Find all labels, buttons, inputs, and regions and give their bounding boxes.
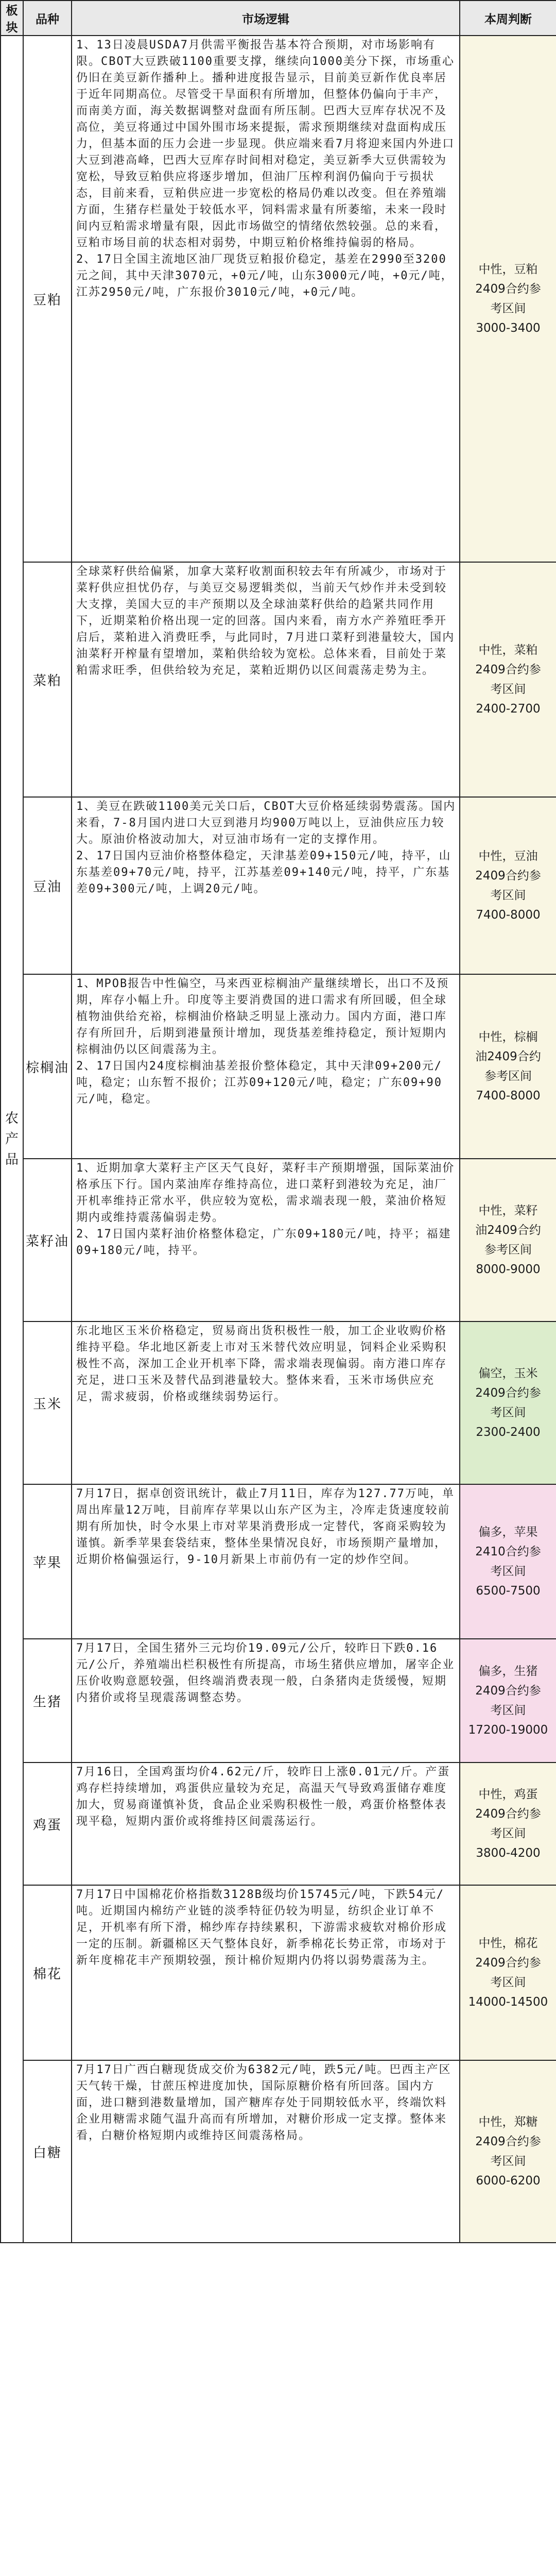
logic-cell — [72, 1885, 460, 2060]
judgement-cell — [460, 797, 556, 974]
judgement-line: 2409合约参 — [475, 663, 541, 676]
judgement-line: 参考区间 — [484, 1070, 532, 1083]
judgement-line: 考区间 — [490, 1704, 526, 1717]
table-row — [1, 1885, 556, 2060]
judgement-cell — [460, 1321, 556, 1484]
judgement-line: 考区间 — [490, 1827, 526, 1840]
table-row — [1, 974, 556, 1159]
judgement-line: 8000-9000 — [476, 1263, 541, 1276]
variety-cell: 菜籽油 — [23, 1159, 72, 1321]
judgement-line: 3800-4200 — [476, 1846, 541, 1860]
judgement-cell — [460, 1762, 556, 1885]
logic-cell — [72, 1159, 460, 1321]
judgement-line: 7400-8000 — [476, 908, 541, 922]
table-row — [1, 1639, 556, 1762]
logic-cell — [72, 562, 460, 797]
logic-paragraph: 7月17日中国棉花价格指数3128B级均价15745元/吨，下跌54元/吨。近期国内棉纺产业链的淡季特征仍较为明显，纺织企业订单不足，开机率有所下滑，棉纱库存持续累积，下游需求疲软对棉价形成一定的压制。新疆棉区天气整体良好，新季棉花长势正常，市场对于新年度棉花丰产预期较强，预计棉价短期内仍将以弱势震荡为主。 — [76, 1888, 447, 1967]
variety-cell: 玉米 — [23, 1321, 72, 1484]
header-judgement: 本周判断 — [460, 1, 556, 36]
table-row — [1, 562, 556, 797]
variety-cell: 豆油 — [23, 797, 72, 974]
judgement-line: 中性，菜粕 — [478, 643, 538, 657]
judgement-cell — [460, 974, 556, 1159]
judgement-line: 中性，豆油 — [478, 850, 538, 863]
logic-cell — [72, 1484, 460, 1639]
logic-paragraph: 7月17日广西白糖现货成交价为6382元/吨，跌5元/吨。巴西主产区天气转干燥，甘蔗压榨进度加快，国际原糖价格有所回落。国内方面，进口糖到港数量增加，国产糖库存处于同期较低水平，终端饮料企业用糖需求随气温升高而有所增加，对糖价形成一定支撑。整体来看，白糖价格短期内或维持区间震荡格局。 — [76, 2063, 451, 2142]
judgement-line: 偏多，苹果 — [478, 1526, 538, 1539]
judgement-line: 考区间 — [490, 1406, 526, 1419]
logic-paragraph: 1、MPOB报告中性偏空，马来西亚棕榈油产量继续增长，出口不及预期，库存小幅上升。印度等主要消费国的进口需求有所回暖，但全球植物油供给充裕，棕榈油价格缺乏明显上涨动力。国内方面，港口库存有所回升，后期到港量预计增加，现货基差维持稳定，预计短期内棕榈油仍以区间震荡为主。 — [76, 977, 449, 1056]
table-row — [1, 1762, 556, 1885]
judgement-line: 中性，棕榈 — [478, 1030, 538, 1044]
table-row — [1, 36, 556, 562]
logic-paragraph: 2、17日全国主流地区油厂现货豆粕报价稳定，基差在2990至3200元之间，其中天津3070元，+0元/吨，山东3000元/吨，+0元/吨，江苏2950元/吨，广东报价3010元/吨，+0元/吨。 — [76, 253, 454, 299]
variety-cell: 白糖 — [23, 2060, 72, 2243]
judgement-line: 中性，棉花 — [478, 1937, 538, 1950]
judgement-line: 油2409合约 — [475, 1050, 541, 1063]
judgement-line: 考区间 — [490, 683, 526, 696]
judgement-line: 2409合约参 — [475, 869, 541, 883]
logic-paragraph: 1、13日凌晨USDA7月供需平衡报告基本符合预期，对市场影响有限。CBOT大豆跌破1100重要支撑，继续向1000美分下探，市场重心仍旧在美豆新作播种上。播种进度报告显示，目前美豆新作优良率居于近年同期高位。尽管受干旱面积有所增加，但整体仍偏向于丰产，而南美方面，海关数据调整对盘面有所压制。巴西大豆库存状况不及高位，美豆将通过中国外围市场来提振，需求预期继续对盘面构成压力，但基本面的压力会进一步显现。供应端来看7月将迎来国内外进口大豆到港高峰，巴西大豆库存时间相对稳定，美豆新季大豆供需较为宽松，导致豆粕供应将逐步增加，但油厂压榨利润仍偏向于亏损状态，目前来看，豆粕供应进一步宽松的格局仍难以改变。但在养殖端方面，生猪存栏量处于较低水平，饲料需求量有所萎缩，未来一段时间内豆粕需求增量有限，因此市场做空的情绪依然较强。总的来看，豆粕市场目前的状态相对弱势，中期豆粕价格维持偏弱的格局。 — [76, 39, 455, 249]
judgement-line: 2409合约参 — [475, 1386, 541, 1400]
judgement-line: 偏多，生猪 — [478, 1665, 538, 1678]
judgement-line: 参考区间 — [484, 1243, 532, 1257]
logic-paragraph: 1、近期加拿大菜籽主产区天气良好，菜籽丰产预期增强，国际菜油价格承压下行。国内菜油库存维持高位，进口菜籽到港较为充足，油厂开机率维持正常水平，供应较为宽松，需求端表现一般，菜油价格短期内或维持震荡偏弱走势。 — [76, 1162, 455, 1224]
header-board: 板块 — [1, 1, 23, 36]
table-row — [1, 2060, 556, 2243]
logic-paragraph: 2、17日国内豆油价格整体稳定，天津基差09+150元/吨，持平，山东基差09+70元/吨，持平，江苏基差09+140元/吨，持平，广东基差09+300元/吨，上调20元/吨。 — [76, 850, 451, 895]
judgement-cell — [460, 36, 556, 562]
judgement-cell — [460, 1484, 556, 1639]
logic-paragraph: 1、美豆在跌破1100美元关口后，CBOT大豆价格延续弱势震荡。国内来看，7-8月国内进口大豆到港月均900万吨以上，豆油供应压力较大。原油价格波动加大，对豆油市场有一定的支撑作用。 — [76, 800, 456, 846]
judgement-line: 7400-8000 — [476, 1089, 541, 1103]
logic-cell — [72, 2060, 460, 2243]
board-label-char: 产 — [5, 1131, 19, 1147]
logic-paragraph: 7月17日，据卓创资讯统计，截止7月11日，库存为127.77万吨，单周出库量12万吨，目前库存苹果以山东产区为主，冷库走货速度较前期有所加快，时令水果上市对苹果消费形成一定替代，客商采购较为谨慎。新季苹果套袋结束，整体坐果情况良好，市场预期产量增加，近期价格偏强运行，9-10月新果上市前仍有一定的炒作空间。 — [76, 1487, 455, 1566]
judgement-line: 考区间 — [490, 889, 526, 902]
variety-cell: 棕榈油 — [23, 974, 72, 1159]
judgement-line: 17200-19000 — [468, 1723, 548, 1737]
judgement-line: 中性，菜籽 — [478, 1204, 538, 1217]
table-row — [1, 1484, 556, 1639]
logic-cell — [72, 1639, 460, 1762]
judgement-line: 14000-14500 — [468, 1995, 548, 2009]
table-row — [1, 1159, 556, 1321]
judgement-line: 2409合约参 — [475, 1684, 541, 1698]
logic-paragraph: 7月16日，全国鸡蛋均价4.62元/斤，较昨日上涨0.01元/斤。产蛋鸡存栏持续增加，鸡蛋供应量较为充足，高温天气导致鸡蛋储存难度加大，贸易商谨慎补货，食品企业采购积极性一般，鸡蛋价格整体表现平稳，短期内蛋价或将维持区间震荡运行。 — [76, 1766, 450, 1828]
judgement-line: 偏空，玉米 — [478, 1367, 538, 1380]
board-label-char: 品 — [5, 1152, 19, 1167]
judgement-line: 2409合约参 — [475, 1807, 541, 1821]
board-cell — [1, 36, 23, 2243]
header-logic: 市场逻辑 — [72, 1, 460, 36]
judgement-line: 考区间 — [490, 2155, 526, 2168]
judgement-line: 考区间 — [490, 1976, 526, 1989]
judgement-line: 2300-2400 — [476, 1426, 541, 1439]
judgement-cell — [460, 1159, 556, 1321]
logic-paragraph: 2、17日国内24度棕榈油基差报价整体稳定，其中天津09+200元/吨，稳定；山东暂不报价；江苏09+120元/吨，稳定；广东09+90元/吨，稳定。 — [76, 1060, 442, 1106]
judgement-line: 中性，郑糖 — [478, 2115, 538, 2129]
judgement-line: 2409合约参 — [475, 2135, 541, 2148]
judgement-line: 6000-6200 — [476, 2174, 541, 2188]
judgement-line: 6500-7500 — [476, 1584, 541, 1598]
judgement-cell — [460, 1639, 556, 1762]
table-row — [1, 797, 556, 974]
judgement-line: 考区间 — [490, 1565, 526, 1578]
judgement-cell — [460, 562, 556, 797]
logic-cell — [72, 36, 460, 562]
variety-cell: 棉花 — [23, 1885, 72, 2060]
judgement-line: 2410合约参 — [475, 1545, 541, 1558]
logic-paragraph: 2、17日国内菜籽油价格整体稳定，广东09+180元/吨，持平；福建09+180元/吨，持平。 — [76, 1228, 451, 1257]
judgement-line: 油2409合约 — [475, 1224, 541, 1237]
table-header — [1, 1, 556, 36]
board-label-char: 农 — [5, 1111, 19, 1126]
judgement-line: 考区间 — [490, 302, 526, 315]
logic-paragraph: 全球菜籽供给偏紧，加拿大菜籽收割面积较去年有所减少，市场对于菜籽供应担忧仍存，与美豆交易逻辑类似，当前天气炒作并未受到较大支撑，美国大豆的丰产预期以及全球油菜籽供给的趋紧共同作用下，近期菜粕价格出现一定的回落。国内来看，南方水产养殖旺季开启后，菜粕进入消费旺季，与此同时，7月进口菜籽到港量较大，国内油菜籽开榨量有望增加，菜粕供给较为宽松。总体来看，目前处于菜粕需求旺季，但供给较为充足，菜粕近期仍以区间震荡走势为主。 — [76, 565, 455, 677]
judgement-line: 2409合约参 — [475, 1956, 541, 1970]
logic-cell — [72, 1762, 460, 1885]
logic-cell — [72, 797, 460, 974]
judgement-line: 3000-3400 — [476, 321, 541, 335]
judgement-cell — [460, 1885, 556, 2060]
header-variety: 品种 — [23, 1, 72, 36]
logic-paragraph: 东北地区玉米价格稳定，贸易商出货积极性一般，加工企业收购价格维持平稳。华北地区新麦上市对玉米替代效应明显，饲料企业采购积极性不高，深加工企业开机率下降，需求端表现偏弱。南方港口库存充足，进口玉米及替代品到港量较大。整体来看，玉米市场供应充足，需求疲弱，价格或继续弱势运行。 — [76, 1325, 447, 1403]
judgement-line: 2409合约参 — [475, 282, 541, 296]
variety-cell: 鸡蛋 — [23, 1762, 72, 1885]
judgement-line: 中性，鸡蛋 — [478, 1788, 538, 1801]
variety-cell: 菜粕 — [23, 562, 72, 797]
variety-cell: 苹果 — [23, 1484, 72, 1639]
variety-cell: 生猪 — [23, 1639, 72, 1762]
table-row — [1, 1321, 556, 1484]
judgement-cell — [460, 2060, 556, 2243]
logic-cell — [72, 974, 460, 1159]
logic-paragraph: 7月17日，全国生猪外三元均价19.09元/公斤，较昨日下跌0.16元/公斤，养殖端出栏积极性有所提高，市场生猪供应增加，屠宰企业压价收购意愿较强，但终端消费表现一般，白条猪肉走货缓慢，短期内猪价或将呈现震荡调整态势。 — [76, 1642, 455, 1704]
judgement-line: 2400-2700 — [476, 702, 541, 716]
variety-cell: 豆粕 — [23, 36, 72, 562]
judgement-line: 中性，豆粕 — [478, 263, 538, 276]
logic-cell — [72, 1321, 460, 1484]
